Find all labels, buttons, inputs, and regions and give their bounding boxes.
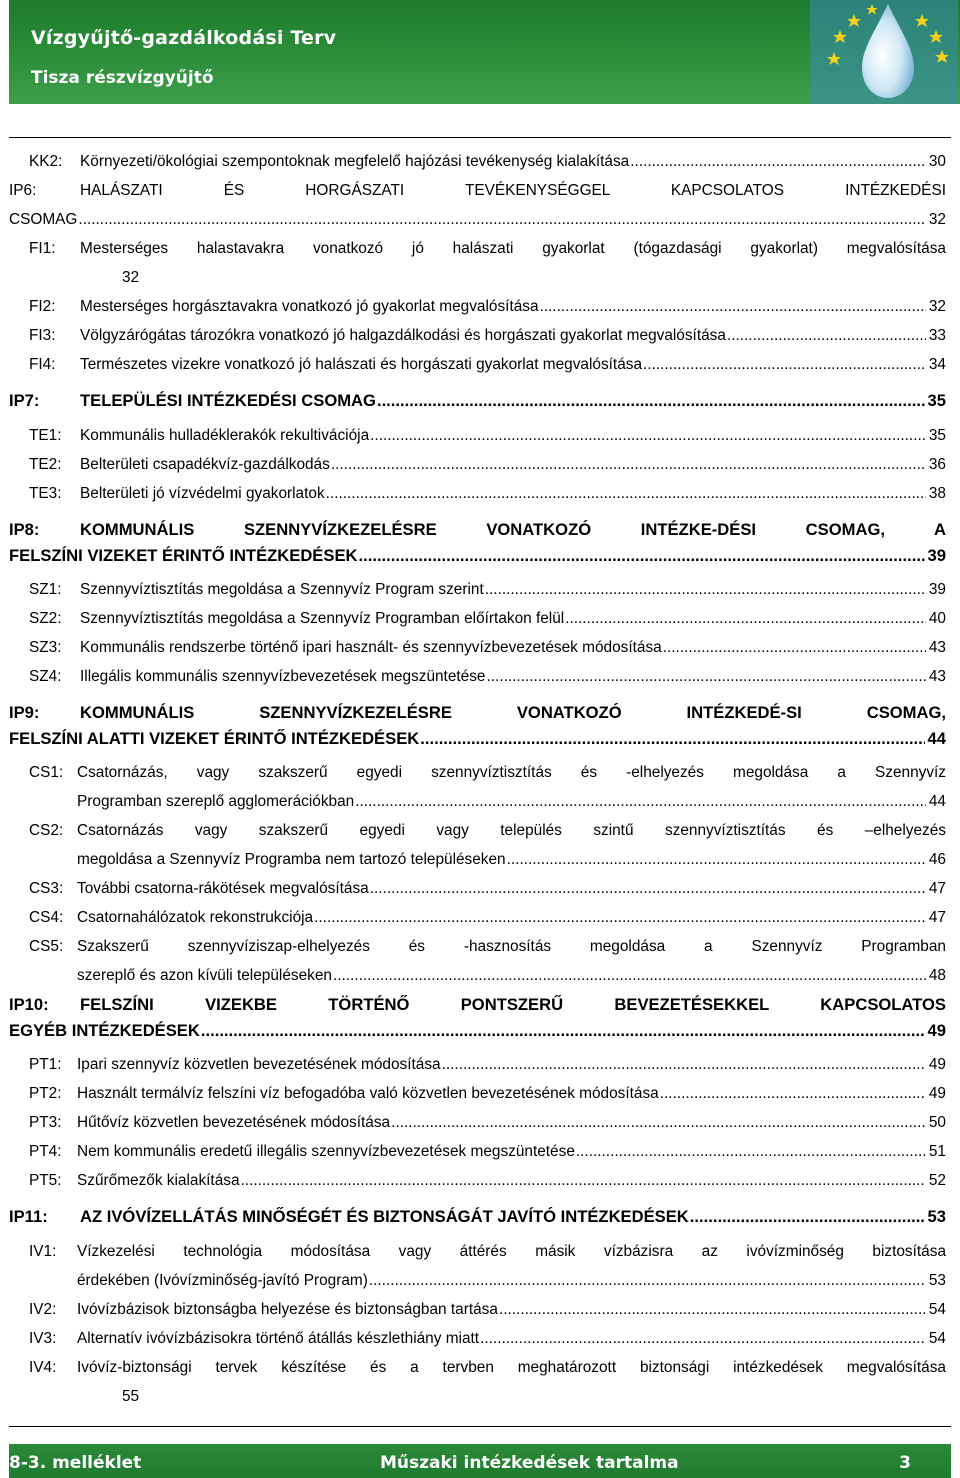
toc-entry-pt2[interactable] (9, 1079, 946, 1108)
toc-leader (507, 845, 926, 874)
toc-page: 43 (926, 633, 946, 662)
page-footer (9, 1444, 951, 1478)
toc-label: SZ2: (29, 610, 62, 627)
toc-entry-sz4[interactable] (9, 662, 946, 691)
toc-entry-iv1-cont[interactable] (9, 1266, 946, 1295)
toc-leader (540, 292, 926, 321)
toc-leader (643, 350, 926, 379)
toc-page: 49 (926, 1079, 946, 1108)
toc-label: IV2: (29, 1301, 57, 1318)
toc-page: 35 (925, 386, 946, 415)
toc-label: TE2: (29, 456, 62, 473)
toc-page: 51 (926, 1137, 946, 1166)
toc-label: CS5: (29, 938, 64, 955)
header-divider (9, 137, 951, 138)
toc-page: 34 (926, 350, 946, 379)
toc-page: 38 (926, 479, 946, 508)
toc-leader (314, 903, 926, 932)
toc-leader (370, 874, 926, 903)
footer-section-title: Műszaki intézkedések tartalma (380, 1453, 679, 1473)
toc-title-line1: KOMMUNÁLIS SZENNYVÍZKEZELÉSRE VONATKOZÓ INTÉZKEDÉ-SI CSOMAG, (80, 703, 946, 722)
toc-page: 46 (926, 845, 946, 874)
toc-title-line1: Vízkezelési technológia módosítása vagy áttérés másik vízbázisra az ivóvízminőség biztosítása (77, 1243, 946, 1260)
toc-title: Használt termálvíz felszíni víz befogadóba való közvetlen bevezetésének módosítása (77, 1079, 660, 1108)
toc-label: IV1: (29, 1243, 57, 1260)
toc-page: 44 (926, 787, 946, 816)
toc-label: FI1: (29, 240, 56, 257)
toc-label: IV4: (29, 1359, 57, 1376)
toc-title: Kommunális hulladéklerakók rekultivációja (80, 421, 370, 450)
toc-leader (485, 575, 926, 604)
toc-label: KK2: (29, 153, 63, 170)
footer-page-number: 3 (899, 1453, 911, 1473)
toc-leader (331, 450, 926, 479)
toc-page: 49 (926, 1050, 946, 1079)
toc-label: SZ4: (29, 668, 62, 685)
toc-title: Ivóvízbázisok biztonságba helyezése és biztonságban tartása (77, 1295, 499, 1324)
toc-entry-iv4-page[interactable] (9, 1382, 946, 1411)
toc-label: PT3: (29, 1114, 62, 1131)
toc-page: 55 (122, 1388, 140, 1405)
toc-leader (359, 541, 925, 570)
toc-entry-iv1[interactable] (9, 1237, 946, 1266)
toc-title: TELEPÜLÉSI INTÉZKEDÉSI CSOMAG (80, 386, 377, 415)
toc-label: CS3: (29, 880, 64, 897)
toc-entry-cs3[interactable] (9, 874, 946, 903)
toc-entry-fi3[interactable] (9, 321, 946, 350)
toc-title: Ivóvíz-biztonsági tervek készítése és a tervben meghatározott biztonsági intézkedések megvalósítása (77, 1359, 946, 1376)
toc-title-line2: megoldása a Szennyvíz Programba nem tartozó településeken (77, 845, 507, 874)
toc-entry-sz3[interactable] (9, 633, 946, 662)
toc-entry-ip10[interactable] (9, 990, 946, 1019)
toc-page: 53 (926, 1266, 946, 1295)
toc-entry-te3[interactable] (9, 479, 946, 508)
toc-title-line1: FELSZÍNI VIZEKBE TÖRTÉNŐ PONTSZERŰ BEVEZETÉSEKKEL KAPCSOLATOS (80, 995, 946, 1014)
toc-leader (391, 1108, 926, 1137)
toc-entry-fi1[interactable] (9, 234, 946, 263)
toc-entry-cs4[interactable] (9, 903, 946, 932)
toc-leader (690, 1202, 925, 1231)
toc-label: SZ3: (29, 639, 62, 656)
toc-page: 54 (926, 1295, 946, 1324)
toc-title: Szennyvíztisztítás megoldása a Szennyvíz Programban előírtakon felül (80, 604, 565, 633)
toc-page: 49 (925, 1016, 946, 1045)
toc-title: Mesterséges horgásztavakra vonatkozó jó gyakorlat megvalósítása (80, 292, 540, 321)
toc-page: 39 (925, 541, 946, 570)
toc-leader (576, 1137, 926, 1166)
toc-entry-cs5-cont[interactable] (9, 961, 946, 990)
toc-label: PT5: (29, 1172, 62, 1189)
toc-title-line2: FELSZÍNI ALATTI VIZEKET ÉRINTŐ INTÉZKEDÉSEK (9, 724, 420, 753)
toc-entry-ip9[interactable] (9, 698, 946, 727)
toc-label: PT4: (29, 1143, 62, 1160)
toc-title: Szennyvíztisztítás megoldása a Szennyvíz Program szerint (80, 575, 485, 604)
toc-entry-pt4[interactable] (9, 1137, 946, 1166)
toc-entry-cs1-cont[interactable] (9, 787, 946, 816)
toc-leader (487, 662, 926, 691)
toc-label: IP8: (9, 520, 40, 539)
toc-entry-te2[interactable] (9, 450, 946, 479)
toc-title: Mesterséges halastavakra vonatkozó jó halászati gyakorlat (tógazdasági gyakorlat) megvalósítása (80, 240, 946, 257)
toc-entry-pt3[interactable] (9, 1108, 946, 1137)
toc-title-line1: HALÁSZATI ÉS HORGÁSZATI TEVÉKENYSÉGGEL KAPCSOLATOS INTÉZKEDÉSI (80, 182, 946, 199)
toc-page: 32 (926, 292, 946, 321)
toc-page: 52 (926, 1166, 946, 1195)
toc-label: CS1: (29, 764, 64, 781)
toc-page: 30 (926, 147, 946, 176)
toc-page: 36 (926, 450, 946, 479)
toc-title-line1: KOMMUNÁLIS SZENNYVÍZKEZELÉSRE VONATKOZÓ INTÉZKE-DÉSI CSOMAG, A (80, 520, 946, 539)
toc-entry-iv2[interactable] (9, 1295, 946, 1324)
toc-label: IV3: (29, 1330, 57, 1347)
toc-title: Szűrőmezők kialakítása (77, 1166, 241, 1195)
toc-title: Nem kommunális eredetű illegális szennyvízbevezetések megszüntetése (77, 1137, 576, 1166)
toc-label: IP7: (9, 391, 40, 410)
toc-entry-cs2-cont[interactable] (9, 845, 946, 874)
toc-title: Völgyzárógátas tározókra vonatkozó jó halgazdálkodási és horgászati gyakorlat megvalósítása (80, 321, 727, 350)
toc-title-line2: EGYÉB INTÉZKEDÉSEK (9, 1016, 201, 1045)
document-subtitle: Tisza részvízgyűjtő (31, 68, 214, 88)
toc-entry-fi4[interactable] (9, 350, 946, 379)
toc-leader (370, 421, 926, 450)
toc-title: Környezeti/ökológiai szempontoknak megfelelő hajózási tevékenység kialakítása (80, 147, 630, 176)
toc-entry-ip11[interactable] (9, 1202, 946, 1231)
toc-title-line2: CSOMAG (9, 205, 78, 234)
toc-title-line1: Szakszerű szennyvíziszap-elhelyezés és -hasznosítás megoldása a Szennyvíz Programban (77, 938, 946, 955)
toc-leader (241, 1166, 926, 1195)
toc-leader (420, 724, 924, 753)
toc-label: SZ1: (29, 581, 62, 598)
toc-entry-ip10-cont[interactable] (9, 1016, 946, 1045)
toc-entry-kk2[interactable] (9, 147, 946, 176)
toc-title: Hűtővíz közvetlen bevezetésének módosítása (77, 1108, 391, 1137)
toc-entry-cs1[interactable] (9, 758, 946, 787)
toc-page: 47 (926, 874, 946, 903)
toc-leader (630, 147, 926, 176)
toc-leader (355, 787, 926, 816)
toc-entry-pt1[interactable] (9, 1050, 946, 1079)
toc-entry-iv4[interactable] (9, 1353, 946, 1382)
toc-label: TE1: (29, 427, 62, 444)
toc-title: Ipari szennyvíz közvetlen bevezetésének módosítása (77, 1050, 442, 1079)
toc-title: Belterületi csapadékvíz-gazdálkodás (80, 450, 331, 479)
toc-entry-fi2[interactable] (9, 292, 946, 321)
page-header (9, 0, 960, 104)
toc-leader (663, 633, 926, 662)
toc-leader (727, 321, 926, 350)
toc-page: 48 (926, 961, 946, 990)
toc-title-line2: FELSZÍNI VIZEKET ÉRINTŐ INTÉZKEDÉSEK (9, 541, 359, 570)
toc-page: 43 (926, 662, 946, 691)
toc-title-line2: érdekében (Ivóvízminőség-javító Program) (77, 1266, 369, 1295)
toc-title-line2: Programban szereplő agglomerációkban (77, 787, 355, 816)
toc-leader (326, 479, 926, 508)
toc-label: PT1: (29, 1056, 62, 1073)
toc-page: 32 (926, 205, 946, 234)
toc-label: IP6: (9, 182, 37, 199)
toc-entry-iv3[interactable] (9, 1324, 946, 1353)
toc-page: 54 (926, 1324, 946, 1353)
toc-leader (480, 1324, 926, 1353)
toc-title-line1: Csatornázás vagy szakszerű egyedi vagy település szintű szennyvíztisztítás és –elhelyezés (77, 822, 946, 839)
toc-label: TE3: (29, 485, 62, 502)
toc-entry-ip7[interactable] (9, 386, 946, 415)
toc-page: 53 (925, 1202, 946, 1231)
toc-page: 50 (926, 1108, 946, 1137)
footer-divider (9, 1426, 951, 1427)
toc-page: 39 (926, 575, 946, 604)
toc-entry-cs2[interactable] (9, 816, 946, 845)
toc-leader (369, 1266, 926, 1295)
toc-entry-pt5[interactable] (9, 1166, 946, 1195)
toc-entry-te1[interactable] (9, 421, 946, 450)
toc-label: CS4: (29, 909, 64, 926)
toc-entry-ip8-cont[interactable] (9, 541, 946, 570)
document-title: Vízgyűjtő-gazdálkodási Terv (31, 27, 337, 49)
toc-leader (377, 386, 925, 415)
toc-label: FI2: (29, 298, 56, 315)
toc-entry-sz2[interactable] (9, 604, 946, 633)
toc-title: Belterületi jó vízvédelmi gyakorlatok (80, 479, 326, 508)
toc-title-line1: Csatornázás, vagy szakszerű egyedi szennyvíztisztítás és -elhelyezés megoldása a Szennyvíz (77, 764, 946, 781)
toc-entry-ip8[interactable] (9, 515, 946, 544)
toc-title: AZ IVÓVÍZELLÁTÁS MINŐSÉGÉT ÉS BIZTONSÁGÁT JAVÍTÓ INTÉZKEDÉSEK (80, 1202, 690, 1231)
toc-label: PT2: (29, 1085, 62, 1102)
toc-leader (565, 604, 926, 633)
toc-title-line2: szereplő és azon kívüli településeken (77, 961, 333, 990)
toc-label: FI4: (29, 356, 56, 373)
footer-annex-label: 8-3. melléklet (9, 1453, 142, 1473)
toc-leader (442, 1050, 926, 1079)
toc-title: Kommunális rendszerbe történő ipari használt- és szennyvízbevezetések módosítása (80, 633, 663, 662)
toc-title: Alternatív ivóvízbázisokra történő átállás készlethiány miatt (77, 1324, 480, 1353)
toc-entry-fi1-page[interactable] (9, 263, 946, 292)
toc-label: FI3: (29, 327, 56, 344)
toc-entry-cs5[interactable] (9, 932, 946, 961)
toc-label: CS2: (29, 822, 64, 839)
toc-leader (201, 1016, 925, 1045)
toc-label: IP11: (9, 1207, 48, 1226)
toc-title: Illegális kommunális szennyvízbevezetések megszüntetése (80, 662, 487, 691)
toc-title: Természetes vizekre vonatkozó jó halászati és horgászati gyakorlat megvalósítása (80, 350, 643, 379)
toc-label: IP9: (9, 703, 40, 722)
toc-page: 40 (926, 604, 946, 633)
toc-leader (333, 961, 926, 990)
toc-leader (660, 1079, 926, 1108)
toc-page: 33 (926, 321, 946, 350)
toc-label: IP10: (9, 995, 49, 1014)
toc-entry-ip6-cont[interactable] (9, 205, 946, 234)
toc-entry-ip6[interactable] (9, 176, 946, 205)
toc-entry-ip9-cont[interactable] (9, 724, 946, 753)
toc-leader (499, 1295, 926, 1324)
toc-page: 44 (925, 724, 946, 753)
toc-page: 47 (926, 903, 946, 932)
toc-title: További csatorna-rákötések megvalósítása (77, 874, 370, 903)
toc-leader (78, 205, 925, 234)
toc-page: 35 (926, 421, 946, 450)
toc-page: 32 (122, 269, 140, 286)
toc-entry-sz1[interactable] (9, 575, 946, 604)
toc-title: Csatornahálózatok rekonstrukciója (77, 903, 314, 932)
water-drop-logo-icon (810, 0, 958, 104)
